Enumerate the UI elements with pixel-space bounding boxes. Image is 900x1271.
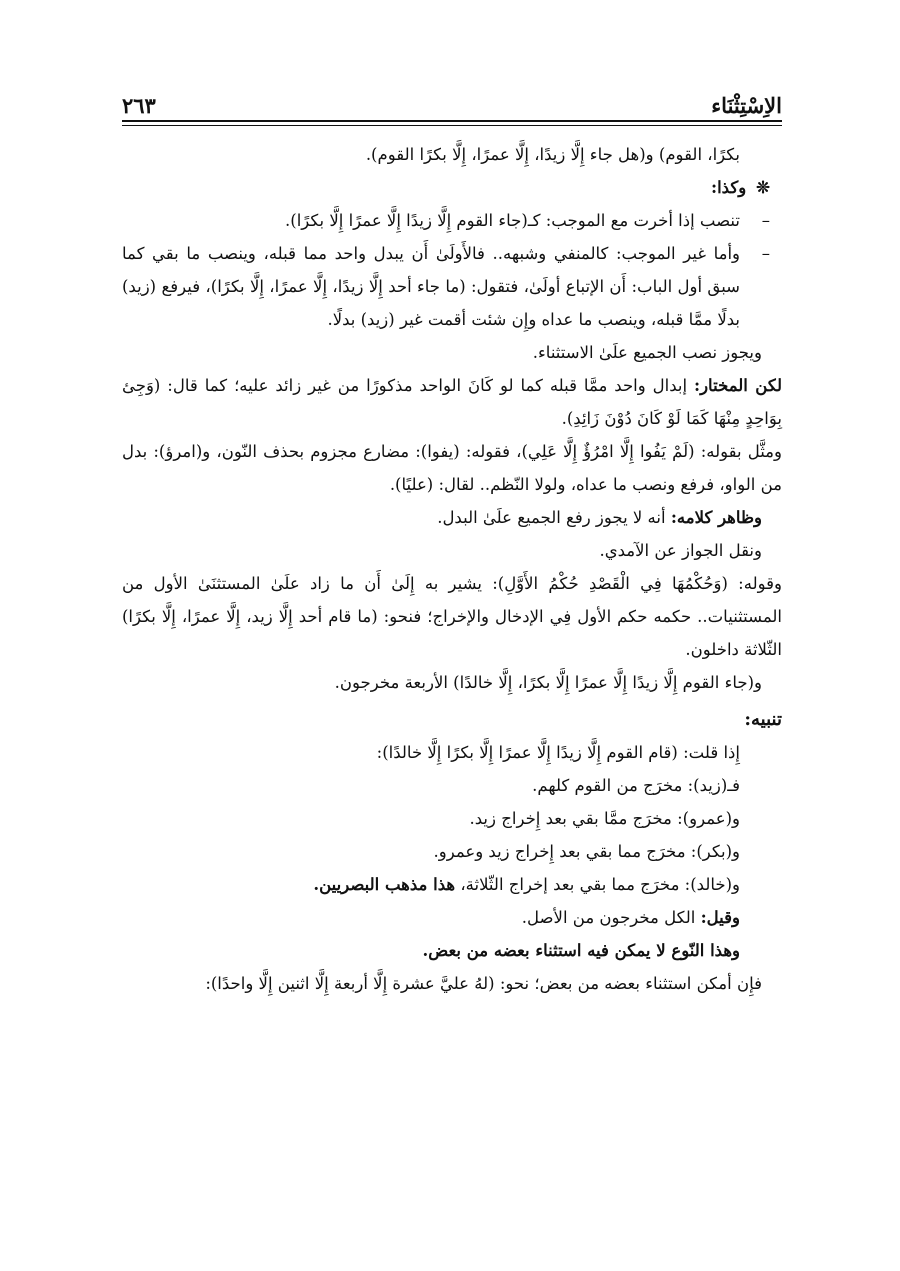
page-body xyxy=(122,138,782,1000)
dash-item: – تنصب إذا أخرت مع الموجب: كـ(جاء القوم إِلَّا زيدًا إِلَّا عمرًا إِلَّا بكرًا). xyxy=(122,204,782,237)
note-line: و(بكر): مخرَج مما بقي بعد إِخراج زيد وعمرو. xyxy=(433,842,740,861)
note-line: وهذا النّوع لا يمكن فيه استثناء بعضه من بعض. xyxy=(422,941,740,960)
note-line: و(عمرو): مخرَج ممَّا بقي بعد إِخراج زيد. xyxy=(469,809,740,828)
note-line: إِذا قلت: (قام القوم إِلَّا زيدًا إِلَّا عمرًا إِلَّا بكرًا إِلَّا خالدًا): xyxy=(376,743,740,762)
paragraph xyxy=(122,369,782,435)
paragraph: ونقل الجواز عن الآمدي. xyxy=(599,541,762,560)
paragraph-text: أنه لا يجوز رفع الجميع علَىٰ البدل. xyxy=(437,508,671,527)
note-block xyxy=(122,736,782,967)
note-bold: وقيل: xyxy=(700,908,740,927)
note-bold: هذا مذهب البصريين. xyxy=(313,875,456,894)
subheading xyxy=(122,171,782,204)
paragraph: و(جاء القوم إِلَّا زيدًا إِلَّا عمرًا إِلَّا بكرًا، إِلَّا خالدًا) الأربعة مخرجون. xyxy=(334,673,762,692)
paragraph: ومثَّل بقوله: (لَمْ يَفُوا إِلَّا امْرُؤٌ إِلَّا عَلِي)، فقوله: (يفوا): مضارع مجزوم بحذف النّون، و(امرؤ): بدل من الواو، فرفع ونصب ما عداه، ولولا النّظم.. لقال: (عليًا). xyxy=(122,442,782,494)
note-line xyxy=(122,868,740,901)
note-heading: تنبيه: xyxy=(744,709,782,730)
dash-item: – وأما غير الموجب: كالمنفي وشبهه.. فالأَولَىٰ أَن يبدل واحد مما قبله، وينصب ما بقي كما سبق أول الباب: أَن الإتباع أولَىٰ، فتقول: (ما جاء أحد إِلَّا زيدًا، إِلَّا عمرًا، إِلَّا بكرًا)، فيرفع (زيد) بدلًا ممَّا قبله، وينصب ما عداه وإِن شئت أقمت غير (زيد) بدلًا. xyxy=(122,237,782,336)
note-text: الكل مخرجون من الأصل. xyxy=(521,908,701,927)
paragraph xyxy=(122,501,782,534)
note-line xyxy=(122,901,740,934)
page-header xyxy=(122,82,782,118)
bold-lead: وظاهر كلامه: xyxy=(670,508,762,527)
note-text: و(خالد): مخرَج مما بقي بعد إخراج الثّلاثة، xyxy=(455,875,740,894)
running-title: الاِسْتِثْنَاء xyxy=(711,93,782,118)
paragraph: وقوله: (وَحُكْمُهَا فِي الْقَصْدِ حُكْمُ الأَوَّلِ): يشير به إِلَىٰ أَن ما زاد علَىٰ المستثنَىٰ الأول من المستثنيات.. حكمه حكم الأول فِي الإدخال والإخراج؛ فنحو: (ما قام أحد إِلَّا زيد، إِلَّا عمرًا، إِلَّا بكرًا) الثّلاثة داخلون. xyxy=(122,574,782,659)
paragraph-text: إبدال واحد ممَّا قبله كما لو كَانَ الواحد مذكورًا من غير زائد عليه؛ كما قال: (وَجِئ بِوَاحِدٍ مِنْهَا كَمَا لَوْ كَانَ دُوْنَ زَائِدِ). xyxy=(122,376,782,428)
text-line: بكرًا، القوم) و(هل جاء إِلَّا زيدًا، إِلَّا عمرًا، إِلَّا بكرًا القوم). xyxy=(365,145,740,164)
paragraph: ويجوز نصب الجميع علَىٰ الاستثناء. xyxy=(532,343,762,362)
bold-lead: لكن المختار: xyxy=(694,376,783,395)
header-rule-thin xyxy=(122,125,782,126)
flower-bullet-icon: ❊ xyxy=(756,178,770,197)
note-line: فـ(زيد): مخرَج من القوم كلهم. xyxy=(532,776,740,795)
subheading-label: وكذا: xyxy=(711,178,747,197)
page-number: ٢٦٣ xyxy=(122,93,156,118)
header-rule-thick xyxy=(122,120,782,122)
paragraph: فإِن أمكن استثناء بعضه من بعض؛ نحو: (لهُ عليَّ عشرة إِلَّا أربعة إِلَّا اثنين إِلَّا واحدًا): xyxy=(205,974,762,993)
